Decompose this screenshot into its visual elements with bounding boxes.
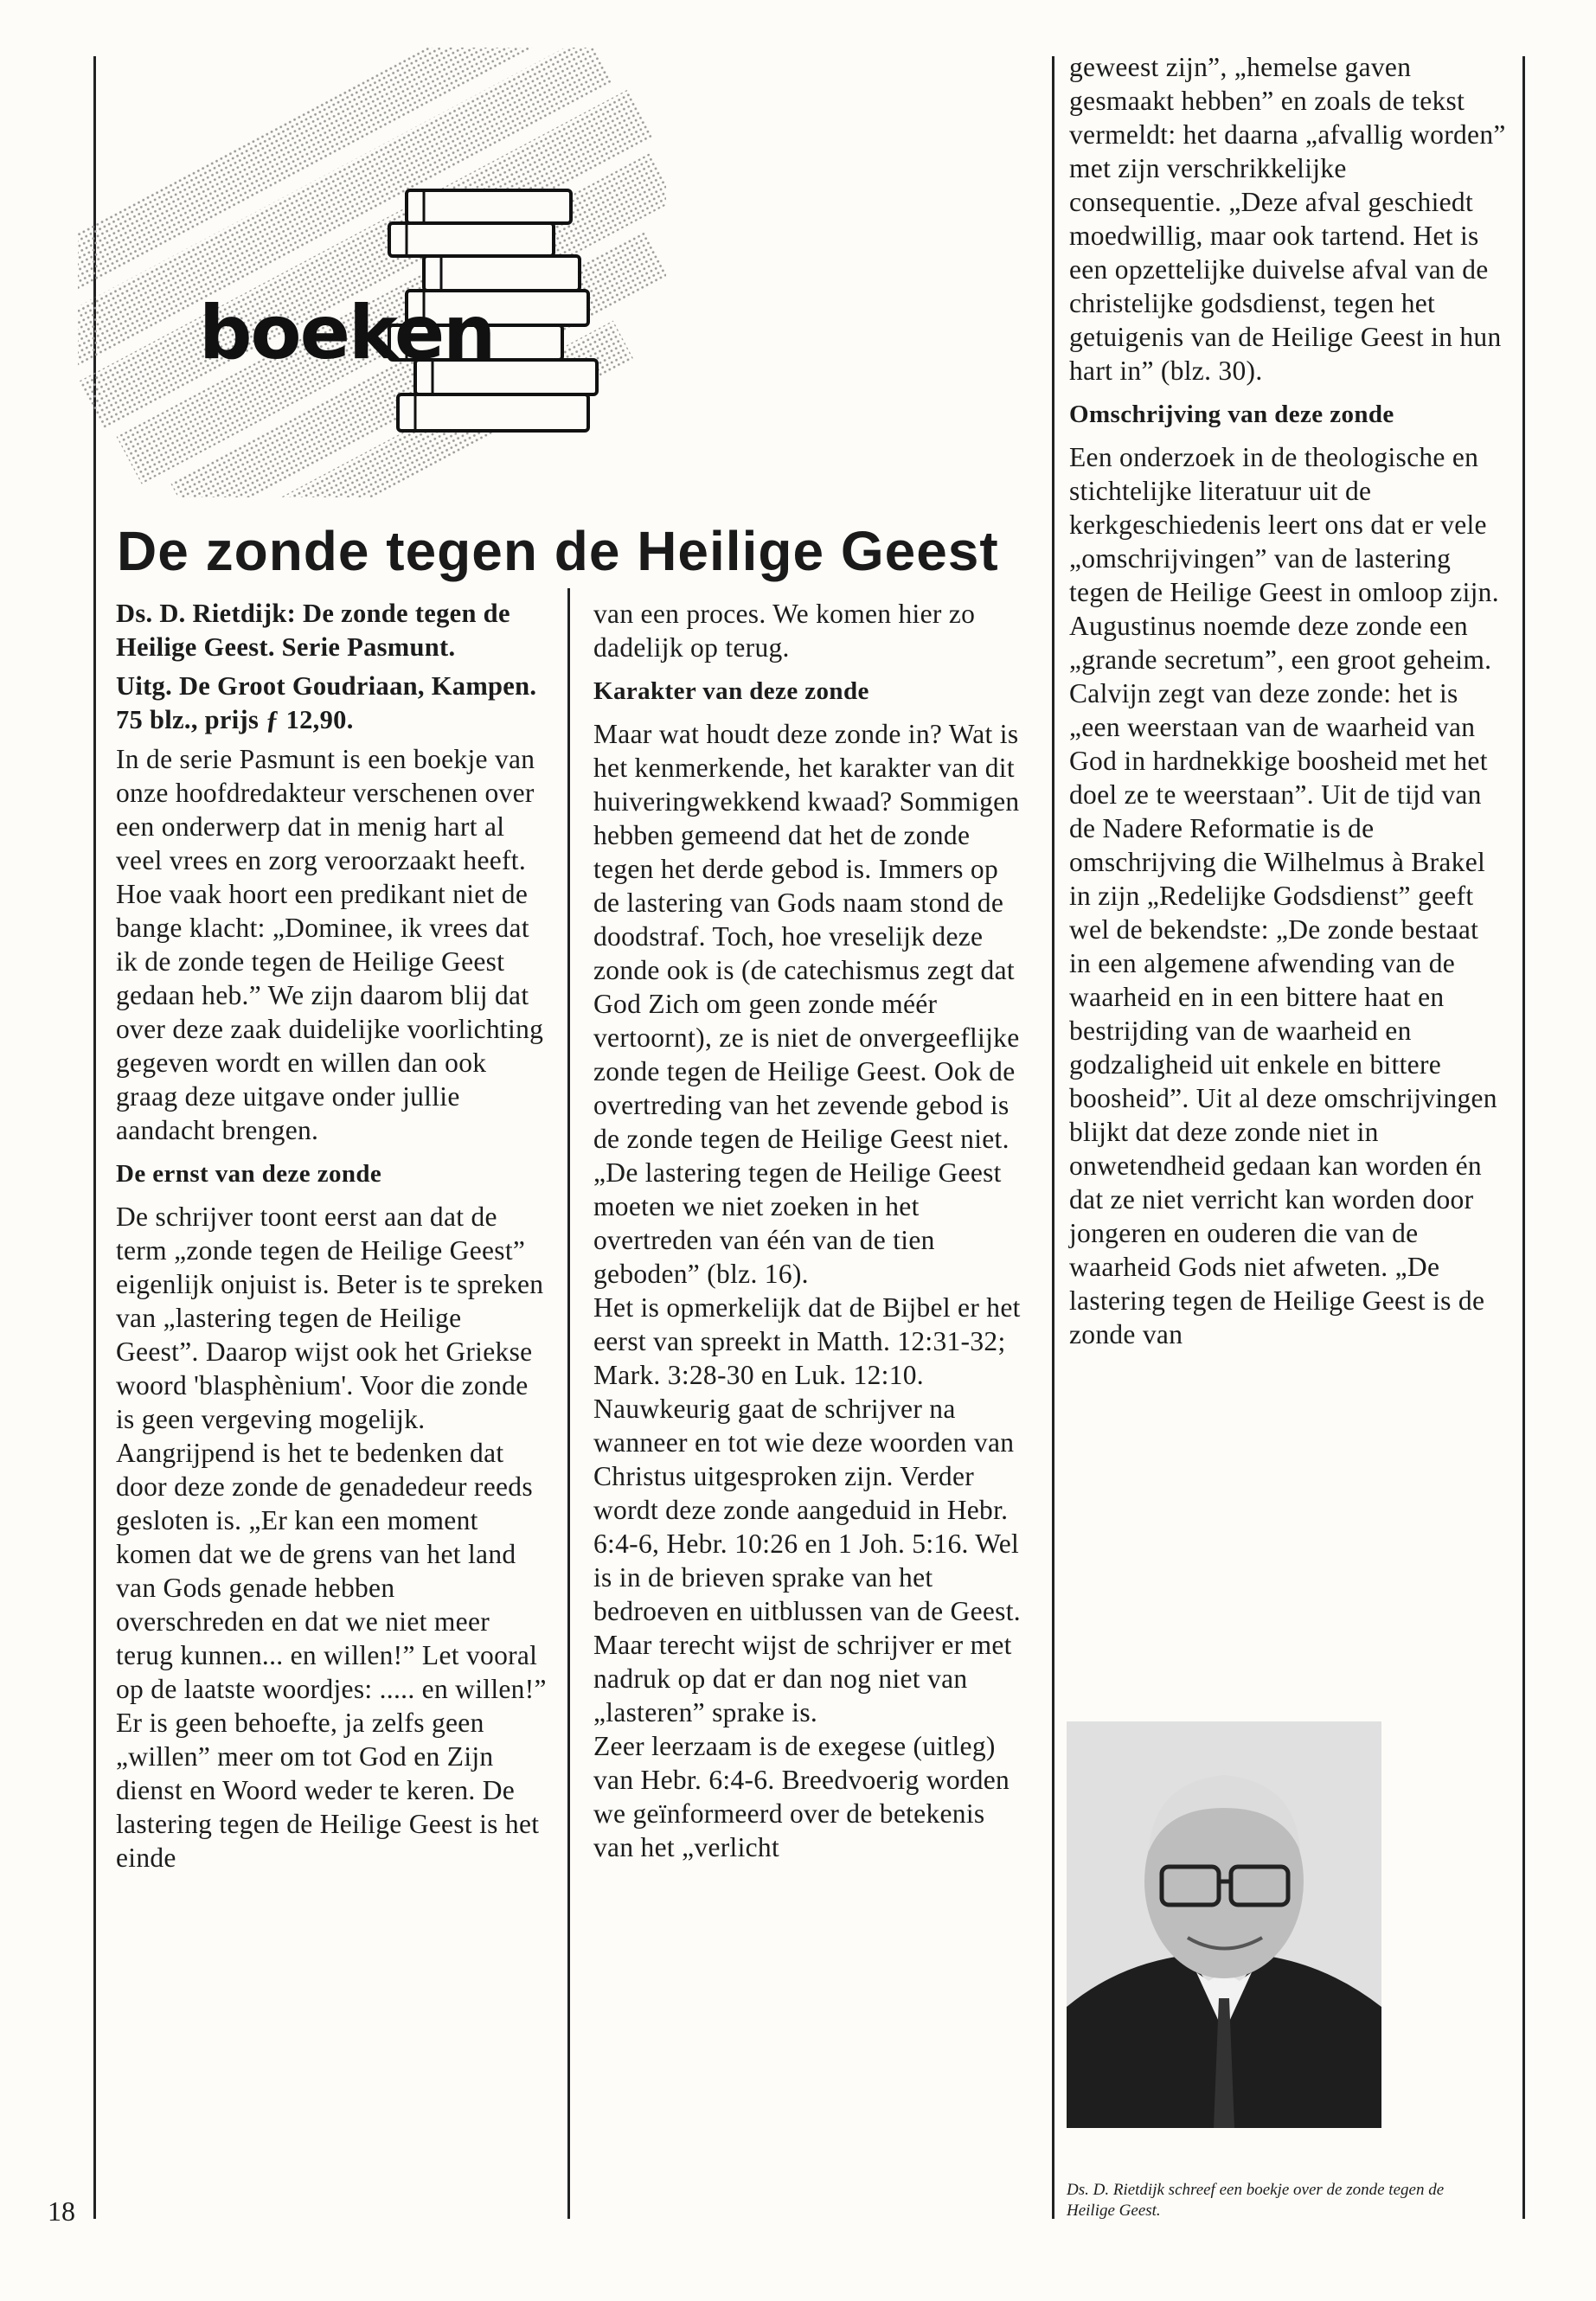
karakter-paragraph: Maar wat houdt deze zonde in? Wat is het kenmerkende, het karakter van dit huiveringwekkend kwaad? Sommigen hebben gemeend dat het de zonde tegen het derde gebod is. Immers op de lastering van Gods naam stond de doodstraf. Toch, hoe vreselijk deze zonde ook is (de catechismus zegt dat God Zich om geen zonde méér vertoornt), ze is niet de onvergeeflijke zonde tegen de Heilige Geest. Ook de overtreding van het zevende gebod is de zonde tegen de Heilige Geest niet. „De lastering tegen de Heilige Geest moeten we niet zoeken in het overtreden van één van de tien geboden” (blz. 16). xyxy=(593,719,1020,1289)
heading-ernst: De ernst van deze zonde xyxy=(116,1160,382,1188)
heading-karakter: Karakter van deze zonde xyxy=(593,677,869,705)
book-meta-publisher: Uitg. De Groot Goudriaan, Kampen. 75 blz., prijs ƒ 12,90. xyxy=(116,671,537,734)
logo-word: boeken xyxy=(199,290,495,376)
author-portrait-photo xyxy=(1067,1721,1381,2128)
ernst-paragraph: De schrijver toont eerst aan dat de term „zonde tegen de Heilige Geest” eigenlijk onjuist is. Beter is te spreken van „lastering tegen de Heilige Geest”. Daarop wijst ook het Griekse woord 'blasphènium'. Voor die zonde is geen vergeving mogelijk. Aangrijpend is het te bedenken dat door deze zonde de genadedeur reeds gesloten is. „Er kan een moment komen dat we de grens van het land van Gods genade hebben overschreden en dat we niet meer terug kunnen... en willen!” Let vooral op de laatste woordjes: ..... en willen!” Er is geen behoefte, ja zelfs geen „willen” meer om tot God en Zijn dienst en Woord weder te keren. De lastering tegen de Heilige Geest is het einde xyxy=(116,1202,547,1873)
article-title: De zonde tegen de Heilige Geest xyxy=(117,520,999,582)
intro-paragraph: In de serie Pasmunt is een boekje van onze hoofdredakteur verschenen over een onderwerp dat in menig hart al veel vrees en zorg veroorzaakt heeft. Hoe vaak hoort een predikant niet de bange klacht: „Dominee, ik vrees dat ik de zonde tegen de Heilige Geest gedaan heb.” We zijn daarom blij dat over deze zaak duidelijke voorlichting gegeven wordt en willen dan ook graag deze uitgave onder jullie aandacht brengen. xyxy=(116,744,544,1145)
exegese-paragraph: Zeer leerzaam is de exegese (uitleg) van Hebr. 6:4-6. Breedvoerig worden we geïnformeerd over de betekenis van het „verlicht xyxy=(593,1731,1010,1862)
photo-caption: Ds. D. Rietdijk schreef een boekje over de zonde tegen de Heilige Geest. xyxy=(1067,2181,1445,2220)
afval-paragraph: geweest zijn”, „hemelse gaven gesmaakt hebben” en zoals de tekst vermeldt: het daarna „afvallig worden” met zijn verschrikkelijke consequentie. „Deze afval geschiedt moedwillig, maar ook tartend. Het is een opzettelijke duivelse afval van de christelijke godsdienst, tegen het getuigenis van de Heilige Geest in hun hart in” (blz. 30). xyxy=(1069,52,1506,386)
opmerkelijk-paragraph: Het is opmerkelijk dat de Bijbel er het eerst van spreekt in Matth. 12:31-32; Mark. 3:28-30 en Luk. 12:10. xyxy=(593,1292,1021,1390)
page-number: 18 xyxy=(48,2195,75,2227)
stack-of-books-icon xyxy=(78,48,666,497)
nauwkeurig-paragraph: Nauwkeurig gaat de schrijver na wanneer en tot wie deze woorden van Christus uitgesproken zijn. Verder wordt deze zonde aangeduid in Hebr. 6:4-6, Hebr. 10:26 en 1 Joh. 5:16. Wel is in de brieven sprake van het bedroeven en uitblussen van de Geest. Maar terecht wijst de schrijver er met nadruk op dat er dan nog niet van „lasteren” sprake is. xyxy=(593,1394,1021,1727)
proces-paragraph: van een proces. We komen hier zo dadelijk op terug. xyxy=(593,599,976,663)
column-1 xyxy=(116,597,548,1875)
column-rule-1 xyxy=(567,588,570,2219)
omschrijving-paragraph: Een onderzoek in de theologische en stichtelijke literatuur uit de kerkgeschiedenis leert ons dat er vele „omschrijvingen” van de lastering tegen de Heilige Geest in omloop zijn. Augustinus noemde deze zonde een „grande secretum”, een groot geheim. Calvijn zegt van deze zonde: het is „een weerstaan van de waarheid van God in hardnekkige boosheid met het doel ze te weerstaan”. Uit de tijd van de Nadere Reformatie is de omschrijving die Wilhelmus à Brakel in zijn „Redelijke Godsdienst” geeft wel de bekendste: „De zonde bestaat in een algemene afwending van de waarheid en in een bittere haat en bestrijding van de waarheid en godzaligheid uit enkele en bittere boosheid”. Uit al deze omschrijvingen blijkt dat deze zonde niet in onwetendheid gedaan kan worden én dat ze niet verricht kan worden door jongeren en ouderen die van de waarheid Gods niet afweten. „De lastering tegen de Heilige Geest is de zonde van xyxy=(1069,442,1499,1349)
column-2 xyxy=(593,597,1030,1864)
boeken-logo xyxy=(78,48,666,497)
column-rule-2 xyxy=(1052,56,1054,2219)
column-3 xyxy=(1069,50,1506,1351)
heading-omschrijving: Omschrijving van deze zonde xyxy=(1069,401,1394,428)
right-margin-rule xyxy=(1522,56,1525,2219)
book-meta-author: Ds. D. Rietdijk: De zonde tegen de Heilige Geest. Serie Pasmunt. xyxy=(116,599,510,662)
